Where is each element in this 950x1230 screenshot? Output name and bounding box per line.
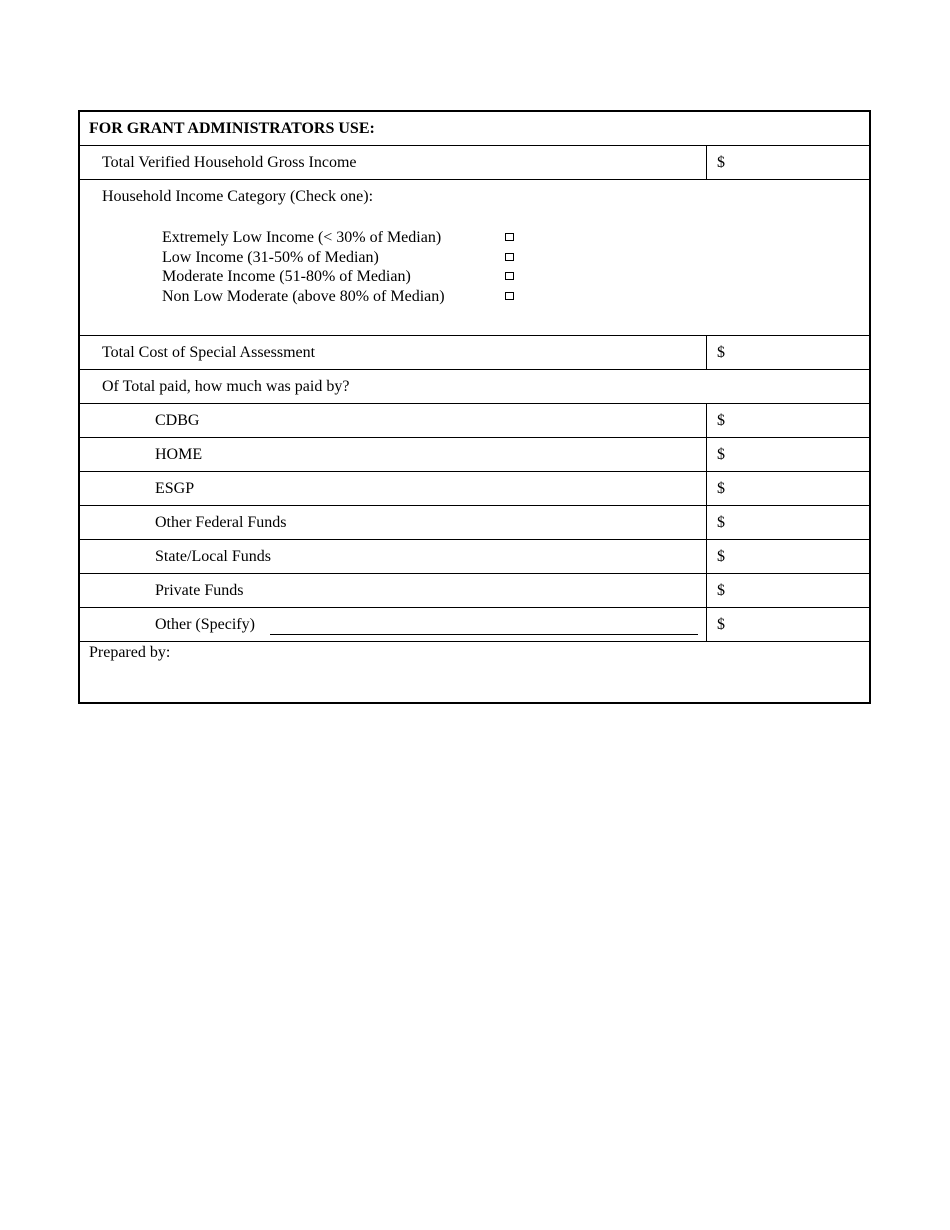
total-cost-row <box>80 336 869 370</box>
option-label: Low Income (31-50% of Median) <box>162 248 379 266</box>
paid-by-row <box>80 370 869 404</box>
other-amount-field[interactable]: $ <box>706 608 869 641</box>
private-amount-field[interactable]: $ <box>706 574 869 607</box>
moderate-income-checkbox[interactable] <box>505 272 514 280</box>
paid-by-label: Of Total paid, how much was paid by? <box>102 378 350 395</box>
option-label: Extremely Low Income (< 30% of Median) <box>162 229 442 246</box>
other-specify-input[interactable] <box>270 634 698 635</box>
option-label: Non Low Moderate (above 80% of Median) <box>162 287 445 305</box>
income-category-options <box>162 228 445 306</box>
total-income-amount-field[interactable]: $ <box>706 146 869 179</box>
source-label: State/Local Funds <box>155 548 271 565</box>
source-row-other <box>80 608 869 642</box>
non-low-moderate-checkbox[interactable] <box>505 292 514 300</box>
prepared-by-label: Prepared by: <box>89 644 171 661</box>
option-low-income <box>162 248 445 268</box>
esgp-amount-field[interactable]: $ <box>706 472 869 505</box>
source-row-state-local <box>80 540 869 574</box>
source-row-home <box>80 438 869 472</box>
option-extremely-low-income <box>162 228 445 248</box>
source-label: ESGP <box>155 480 195 497</box>
other-specify-label: Other (Specify) <box>155 616 255 633</box>
income-category-heading: Household Income Category (Check one): <box>102 188 374 205</box>
option-label: Moderate Income (51-80% of Median) <box>162 268 411 285</box>
grant-administrators-form <box>78 110 871 704</box>
form-title-row <box>80 112 869 146</box>
total-cost-amount-field[interactable]: $ <box>706 336 869 369</box>
source-row-private <box>80 574 869 608</box>
income-category-row <box>80 180 869 336</box>
source-row-other-federal <box>80 506 869 540</box>
total-income-row <box>80 146 869 180</box>
source-row-cdbg <box>80 404 869 438</box>
extremely-low-income-checkbox[interactable] <box>505 233 514 241</box>
prepared-by-row[interactable] <box>80 642 869 702</box>
low-income-checkbox[interactable] <box>505 253 514 261</box>
source-label: CDBG <box>155 412 200 429</box>
option-non-low-moderate <box>162 287 445 307</box>
source-row-esgp <box>80 472 869 506</box>
cdbg-amount-field[interactable]: $ <box>706 404 869 437</box>
home-amount-field[interactable]: $ <box>706 438 869 471</box>
state-local-amount-field[interactable]: $ <box>706 540 869 573</box>
source-label: Private Funds <box>155 582 244 599</box>
total-cost-label: Total Cost of Special Assessment <box>102 344 316 361</box>
source-label: Other Federal Funds <box>155 514 287 531</box>
other-federal-amount-field[interactable]: $ <box>706 506 869 539</box>
source-label: HOME <box>155 446 203 463</box>
total-income-label: Total Verified Household Gross Income <box>102 154 357 171</box>
option-moderate-income <box>162 267 445 287</box>
form-title: FOR GRANT ADMINISTRATORS USE: <box>89 120 375 137</box>
